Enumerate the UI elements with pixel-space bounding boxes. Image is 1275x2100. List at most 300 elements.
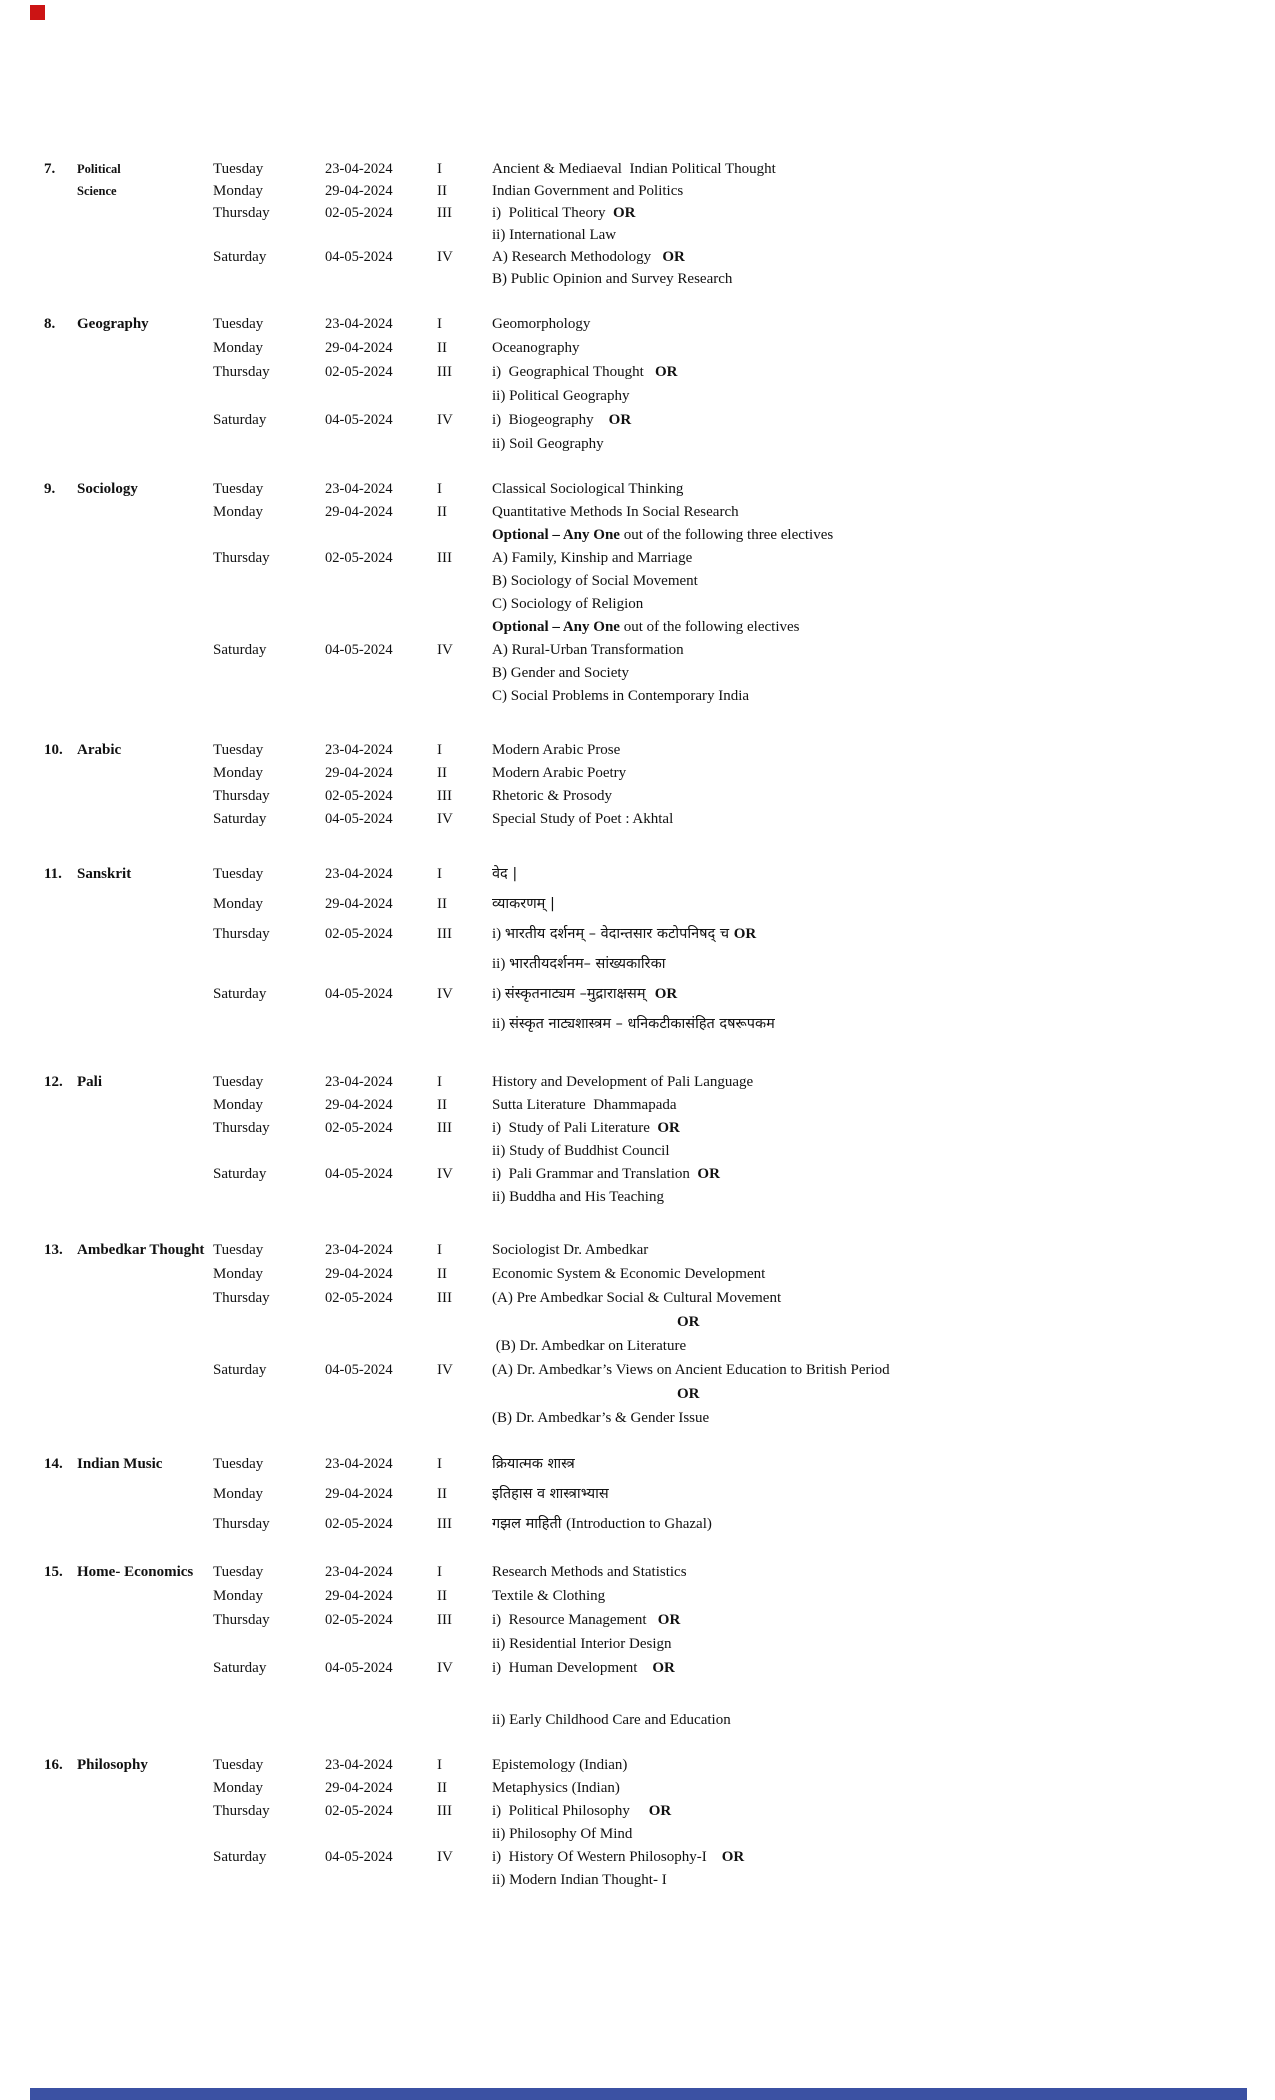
day-cell: Saturday xyxy=(213,249,267,265)
title-text: ii) xyxy=(492,956,510,972)
day-cell: Thursday xyxy=(213,1612,270,1628)
title-text: ii) Early Childhood Care and Education xyxy=(492,1712,731,1728)
schedule-row xyxy=(0,865,1275,895)
paper-title-cell xyxy=(492,1871,667,1890)
page-bottom-blue-bar xyxy=(30,2088,1247,2100)
paper-number-cell: III xyxy=(437,550,452,566)
schedule-row xyxy=(0,895,1275,925)
title-text: संस्कृतनाट्यम –मुद्राराक्षसम् xyxy=(504,986,655,1002)
schedule-row xyxy=(0,664,1275,687)
day-cell: Saturday xyxy=(213,986,267,1002)
subject-name: Indian Music xyxy=(77,1456,163,1472)
subject-name: Sanskrit xyxy=(77,866,132,882)
subject-name: Geography xyxy=(77,316,149,332)
schedule-row xyxy=(0,1313,1275,1337)
date-cell: 04-05-2024 xyxy=(325,986,393,1002)
day-cell: Tuesday xyxy=(213,866,264,882)
subject-number: 10. xyxy=(44,742,63,758)
title-text: out of the following three electives xyxy=(619,527,834,543)
date-cell: 29-04-2024 xyxy=(325,1486,393,1502)
paper-number-cell: II xyxy=(437,1588,447,1604)
schedule-row xyxy=(0,1563,1275,1587)
title-text: i) Geographical Thought xyxy=(492,364,656,380)
title-text: C) Social Problems in Contemporary India xyxy=(492,688,750,704)
paper-title-cell xyxy=(492,1485,609,1504)
title-text: (B) Dr. Ambedkar’s & Gender Issue xyxy=(492,1410,710,1426)
day-cell: Monday xyxy=(213,1266,263,1282)
paper-title-cell xyxy=(492,1515,712,1534)
schedule-row xyxy=(0,687,1275,710)
paper-title-cell xyxy=(677,1313,700,1332)
subject-number: 7. xyxy=(44,161,56,177)
date-cell: 23-04-2024 xyxy=(325,866,393,882)
date-cell: 02-05-2024 xyxy=(325,1290,393,1306)
title-text: i) Biogeography xyxy=(492,412,609,428)
paper-number-cell: IV xyxy=(437,811,453,827)
title-text: Classical Sociological Thinking xyxy=(492,481,684,497)
date-cell: 02-05-2024 xyxy=(325,1612,393,1628)
schedule-row xyxy=(0,204,1275,226)
date-cell: 29-04-2024 xyxy=(325,896,393,912)
title-text: Oceanography xyxy=(492,340,580,356)
paper-title-cell xyxy=(492,1265,765,1284)
paper-title-cell xyxy=(492,248,685,267)
date-cell: 04-05-2024 xyxy=(325,811,393,827)
title-text: ii) xyxy=(492,1016,510,1032)
title-text: (A) Dr. Ambedkar’s Views on Ancient Education to British Period xyxy=(492,1362,890,1378)
date-cell: 02-05-2024 xyxy=(325,364,393,380)
or-label: OR xyxy=(662,249,685,265)
paper-number-cell: I xyxy=(437,1074,442,1090)
paper-number-cell: III xyxy=(437,926,452,942)
paper-title-cell xyxy=(492,1289,781,1308)
title-text: B) Public Opinion and Survey Research xyxy=(492,271,733,287)
paper-title-cell xyxy=(492,1409,709,1428)
title-text: भारतीय दर्शनम् – वेदान्तसार कटोपनिषद् च xyxy=(504,926,734,942)
subject-name: Arabic xyxy=(77,742,122,758)
paper-title-cell xyxy=(492,955,665,974)
day-cell: Monday xyxy=(213,1780,263,1796)
title-text: ii) Political Geography xyxy=(492,388,630,404)
subject-number: 14. xyxy=(44,1456,63,1472)
paper-title-cell xyxy=(492,480,683,499)
day-cell: Saturday xyxy=(213,1849,267,1865)
schedule-row xyxy=(0,1825,1275,1848)
day-cell: Thursday xyxy=(213,550,270,566)
title-text: B) Sociology of Social Movement xyxy=(492,573,698,589)
or-label: OR xyxy=(655,364,678,380)
paper-number-cell: III xyxy=(437,1803,452,1819)
title-text: i) Resource Management xyxy=(492,1612,658,1628)
schedule-row xyxy=(0,1409,1275,1433)
paper-title-cell xyxy=(492,1611,680,1630)
paper-number-cell: III xyxy=(437,788,452,804)
paper-number-cell: I xyxy=(437,481,442,497)
paper-number-cell: IV xyxy=(437,986,453,1002)
title-text: C) Sociology of Religion xyxy=(492,596,644,612)
paper-number-cell: III xyxy=(437,1516,452,1532)
paper-title-cell xyxy=(492,1241,648,1260)
title-text: (Introduction to Ghazal) xyxy=(566,1516,712,1532)
paper-title-cell xyxy=(492,1165,720,1184)
day-cell: Monday xyxy=(213,765,263,781)
subject-number: 15. xyxy=(44,1564,63,1580)
paper-number-cell: I xyxy=(437,1757,442,1773)
schedule-row xyxy=(0,226,1275,248)
paper-number-cell: II xyxy=(437,765,447,781)
paper-number-cell: I xyxy=(437,742,442,758)
or-label: OR xyxy=(654,986,678,1002)
title-text: Quantitative Methods In Social Research xyxy=(492,504,739,520)
paper-number-cell: II xyxy=(437,183,447,199)
date-cell: 23-04-2024 xyxy=(325,742,393,758)
paper-title-cell xyxy=(492,435,604,454)
paper-title-cell xyxy=(492,1756,627,1775)
date-cell: 02-05-2024 xyxy=(325,926,393,942)
paper-number-cell: IV xyxy=(437,412,453,428)
date-cell: 23-04-2024 xyxy=(325,1242,393,1258)
paper-number-cell: II xyxy=(437,1780,447,1796)
schedule-row xyxy=(0,315,1275,339)
paper-title-cell xyxy=(492,1825,632,1844)
schedule-row xyxy=(0,1659,1275,1711)
paper-title-cell xyxy=(492,270,732,289)
paper-title-cell xyxy=(492,1142,670,1161)
schedule-row xyxy=(0,787,1275,810)
title-text: Epistemology (Indian) xyxy=(492,1757,628,1773)
schedule-row xyxy=(0,1455,1275,1485)
schedule-row xyxy=(0,1073,1275,1096)
paper-title-cell xyxy=(492,549,692,568)
paper-title-cell xyxy=(492,339,579,358)
or-label: OR xyxy=(721,1849,745,1865)
schedule-row xyxy=(0,503,1275,526)
paper-title-cell xyxy=(492,985,677,1004)
day-cell: Monday xyxy=(213,340,263,356)
day-cell: Monday xyxy=(213,504,263,520)
day-cell: Thursday xyxy=(213,926,270,942)
date-cell: 29-04-2024 xyxy=(325,1780,393,1796)
paper-title-cell xyxy=(492,764,626,783)
title-text: i) History Of Western Philosophy-I xyxy=(492,1849,722,1865)
date-cell: 23-04-2024 xyxy=(325,161,393,177)
paper-title-cell xyxy=(492,1659,675,1678)
or-label: OR xyxy=(612,205,636,221)
date-cell: 23-04-2024 xyxy=(325,316,393,332)
date-cell: 04-05-2024 xyxy=(325,1849,393,1865)
paper-number-cell: III xyxy=(437,1120,452,1136)
date-cell: 02-05-2024 xyxy=(325,788,393,804)
schedule-row xyxy=(0,1188,1275,1211)
title-text: Indian Government and Politics xyxy=(492,183,684,199)
schedule-row xyxy=(0,810,1275,833)
subject-name: Pali xyxy=(77,1074,102,1090)
schedule-row xyxy=(0,1119,1275,1142)
schedule-row xyxy=(0,1265,1275,1289)
title-text: i) Political Theory xyxy=(492,205,613,221)
paper-title-cell xyxy=(492,664,629,683)
paper-title-cell xyxy=(492,810,673,829)
day-cell: Tuesday xyxy=(213,1242,264,1258)
day-cell: Thursday xyxy=(213,1290,270,1306)
schedule-row xyxy=(0,270,1275,292)
day-cell: Saturday xyxy=(213,811,267,827)
schedule-row xyxy=(0,1096,1275,1119)
day-cell: Tuesday xyxy=(213,1757,264,1773)
or-label: OR xyxy=(733,926,757,942)
title-text: Modern Arabic Poetry xyxy=(492,765,627,781)
title-text: व्याकरणम् | xyxy=(492,896,555,912)
title-text: ii) Soil Geography xyxy=(492,436,604,452)
title-text: वेद | xyxy=(492,866,518,882)
paper-title-cell xyxy=(492,1096,677,1115)
paper-number-cell: II xyxy=(437,1486,447,1502)
paper-title-cell xyxy=(492,315,590,334)
title-text: Ancient & Mediaeval Indian Political Thought xyxy=(492,161,776,177)
schedule-row xyxy=(0,182,1275,204)
paper-number-cell: II xyxy=(437,896,447,912)
schedule-row xyxy=(0,618,1275,641)
paper-number-cell: I xyxy=(437,866,442,882)
paper-title-cell xyxy=(492,641,684,660)
paper-title-cell xyxy=(492,387,629,406)
title-text: इतिहास व शास्त्राभ्यास xyxy=(492,1486,609,1502)
title-text: क्रियात्मक शास्त्र xyxy=(492,1456,575,1472)
day-cell: Thursday xyxy=(213,364,270,380)
subject-name: Ambedkar Thought xyxy=(77,1242,205,1258)
date-cell: 04-05-2024 xyxy=(325,1660,393,1676)
date-cell: 29-04-2024 xyxy=(325,1266,393,1282)
paper-number-cell: III xyxy=(437,364,452,380)
schedule-row xyxy=(0,1756,1275,1779)
paper-title-cell xyxy=(492,1073,753,1092)
paper-number-cell: III xyxy=(437,205,452,221)
day-cell: Tuesday xyxy=(213,742,264,758)
paper-number-cell: II xyxy=(437,1097,447,1113)
title-text: Research Methods and Statistics xyxy=(492,1564,687,1580)
day-cell: Thursday xyxy=(213,1803,270,1819)
date-cell: 29-04-2024 xyxy=(325,183,393,199)
date-cell: 23-04-2024 xyxy=(325,1757,393,1773)
paper-number-cell: I xyxy=(437,1456,442,1472)
subject-name: Science xyxy=(77,184,117,198)
paper-title-cell xyxy=(492,895,555,914)
title-text: ii) Study of Buddhist Council xyxy=(492,1143,670,1159)
paper-title-cell xyxy=(492,1848,744,1867)
paper-number-cell: I xyxy=(437,316,442,332)
schedule-row xyxy=(0,1142,1275,1165)
title-text: i) Political Philosophy xyxy=(492,1803,649,1819)
schedule-row xyxy=(0,248,1275,270)
paper-title-cell xyxy=(492,865,517,884)
schedule-row xyxy=(0,435,1275,459)
title-text: i) xyxy=(492,926,505,942)
subject-number: 16. xyxy=(44,1757,63,1773)
paper-title-cell xyxy=(492,787,612,806)
paper-title-cell xyxy=(492,595,643,614)
title-text: out of the following electives xyxy=(619,619,800,635)
paper-title-cell xyxy=(492,1337,686,1356)
paper-title-cell xyxy=(677,1385,700,1404)
day-cell: Monday xyxy=(213,1097,263,1113)
day-cell: Saturday xyxy=(213,412,267,428)
schedule-row xyxy=(0,1289,1275,1313)
day-cell: Monday xyxy=(213,1486,263,1502)
schedule-row xyxy=(0,1848,1275,1871)
or-label: OR xyxy=(677,1314,700,1330)
title-text: Economic System & Economic Development xyxy=(492,1266,766,1282)
schedule-row xyxy=(0,363,1275,387)
subject-name: Philosophy xyxy=(77,1757,148,1773)
paper-number-cell: I xyxy=(437,161,442,177)
schedule-row xyxy=(0,1165,1275,1188)
schedule-row xyxy=(0,480,1275,503)
title-text: Sutta Literature Dhammapada xyxy=(492,1097,677,1113)
title-text: ii) Buddha and His Teaching xyxy=(492,1189,664,1205)
title-text: i) xyxy=(492,986,505,1002)
paper-title-cell xyxy=(492,1587,605,1606)
title-text: Metaphysics (Indian) xyxy=(492,1780,620,1796)
paper-title-cell xyxy=(492,182,683,201)
day-cell: Saturday xyxy=(213,642,267,658)
schedule-row xyxy=(0,1385,1275,1409)
date-cell: 02-05-2024 xyxy=(325,550,393,566)
schedule-row xyxy=(0,955,1275,985)
title-text: ii) Modern Indian Thought- I xyxy=(492,1872,667,1888)
title-text: B) Gender and Society xyxy=(492,665,630,681)
paper-title-cell xyxy=(492,741,620,760)
day-cell: Tuesday xyxy=(213,1074,264,1090)
title-text: Modern Arabic Prose xyxy=(492,742,621,758)
schedule-row xyxy=(0,764,1275,787)
day-cell: Tuesday xyxy=(213,481,264,497)
paper-title-cell xyxy=(492,572,698,591)
paper-number-cell: II xyxy=(437,340,447,356)
schedule-row xyxy=(0,1802,1275,1825)
title-text: i) Study of Pali Literature xyxy=(492,1120,658,1136)
paper-title-cell xyxy=(492,1188,664,1207)
day-cell: Tuesday xyxy=(213,1564,264,1580)
title-text: गझल माहिती xyxy=(492,1516,567,1532)
subject-name: Sociology xyxy=(77,481,138,497)
schedule-row xyxy=(0,985,1275,1015)
date-cell: 23-04-2024 xyxy=(325,481,393,497)
date-cell: 02-05-2024 xyxy=(325,1803,393,1819)
paper-number-cell: II xyxy=(437,504,447,520)
day-cell: Monday xyxy=(213,183,263,199)
day-cell: Monday xyxy=(213,1588,263,1604)
paper-title-cell xyxy=(492,226,616,245)
paper-title-cell xyxy=(492,1015,775,1034)
schedule-row xyxy=(0,549,1275,572)
schedule-row xyxy=(0,572,1275,595)
date-cell: 04-05-2024 xyxy=(325,642,393,658)
paper-title-cell xyxy=(492,925,756,944)
date-cell: 04-05-2024 xyxy=(325,249,393,265)
day-cell: Tuesday xyxy=(213,161,264,177)
or-label: Optional – Any One xyxy=(492,527,620,543)
day-cell: Saturday xyxy=(213,1166,267,1182)
subject-number: 9. xyxy=(44,481,56,497)
paper-title-cell xyxy=(492,363,678,382)
schedule-row xyxy=(0,1587,1275,1611)
title-text: Geomorphology xyxy=(492,316,591,332)
paper-title-cell xyxy=(492,526,833,545)
schedule-row xyxy=(0,1485,1275,1515)
paper-title-cell xyxy=(492,1635,672,1654)
schedule-row xyxy=(0,339,1275,363)
date-cell: 29-04-2024 xyxy=(325,504,393,520)
date-cell: 29-04-2024 xyxy=(325,1097,393,1113)
day-cell: Monday xyxy=(213,896,263,912)
date-cell: 29-04-2024 xyxy=(325,765,393,781)
paper-title-cell xyxy=(492,204,635,223)
paper-title-cell xyxy=(492,1361,890,1380)
schedule-row xyxy=(0,160,1275,182)
or-label: OR xyxy=(697,1166,720,1182)
or-label: OR xyxy=(652,1660,675,1676)
date-cell: 02-05-2024 xyxy=(325,1120,393,1136)
day-cell: Tuesday xyxy=(213,1456,264,1472)
day-cell: Saturday xyxy=(213,1362,267,1378)
subject-number: 8. xyxy=(44,316,56,332)
date-cell: 23-04-2024 xyxy=(325,1456,393,1472)
paper-number-cell: II xyxy=(437,1266,447,1282)
title-text: Special Study of Poet : Akhtal xyxy=(492,811,674,827)
paper-title-cell xyxy=(492,1779,620,1798)
subject-name: Political xyxy=(77,162,121,176)
title-text: ii) International Law xyxy=(492,227,617,243)
schedule-row xyxy=(0,741,1275,764)
subject-number: 11. xyxy=(44,866,62,882)
date-cell: 23-04-2024 xyxy=(325,1564,393,1580)
schedule-row xyxy=(0,1871,1275,1894)
paper-number-cell: III xyxy=(437,1612,452,1628)
paper-number-cell: IV xyxy=(437,1849,453,1865)
schedule-row xyxy=(0,387,1275,411)
schedule-row xyxy=(0,925,1275,955)
paper-number-cell: IV xyxy=(437,642,453,658)
schedule-row xyxy=(0,1241,1275,1265)
day-cell: Thursday xyxy=(213,205,270,221)
title-text: A) Research Methodology xyxy=(492,249,663,265)
or-label: OR xyxy=(657,1612,681,1628)
title-text: (A) Pre Ambedkar Social & Cultural Movement xyxy=(492,1290,782,1306)
title-text: भारतीयदर्शनम– सांख्यकारिका xyxy=(509,956,666,972)
date-cell: 04-05-2024 xyxy=(325,412,393,428)
title-text: i) Human Development xyxy=(492,1660,653,1676)
title-text: A) Rural-Urban Transformation xyxy=(492,642,684,658)
title-text: संस्कृत नाट्यशास्त्रम – धनिकटीकासंहित दषरूपकम xyxy=(509,1016,775,1032)
schedule-row xyxy=(0,1779,1275,1802)
title-text: ii) Residential Interior Design xyxy=(492,1636,672,1652)
day-cell: Thursday xyxy=(213,1516,270,1532)
schedule-row xyxy=(0,411,1275,435)
schedule-row xyxy=(0,526,1275,549)
paper-title-cell xyxy=(492,411,631,430)
schedule-row xyxy=(0,1635,1275,1659)
day-cell: Tuesday xyxy=(213,316,264,332)
schedule-row xyxy=(0,1711,1275,1735)
paper-number-cell: I xyxy=(437,1564,442,1580)
title-text: A) Family, Kinship and Marriage xyxy=(492,550,693,566)
paper-number-cell: IV xyxy=(437,1362,453,1378)
subject-number: 13. xyxy=(44,1242,63,1258)
day-cell: Saturday xyxy=(213,1660,267,1676)
or-label: OR xyxy=(657,1120,680,1136)
date-cell: 04-05-2024 xyxy=(325,1362,393,1378)
paper-number-cell: IV xyxy=(437,1166,453,1182)
